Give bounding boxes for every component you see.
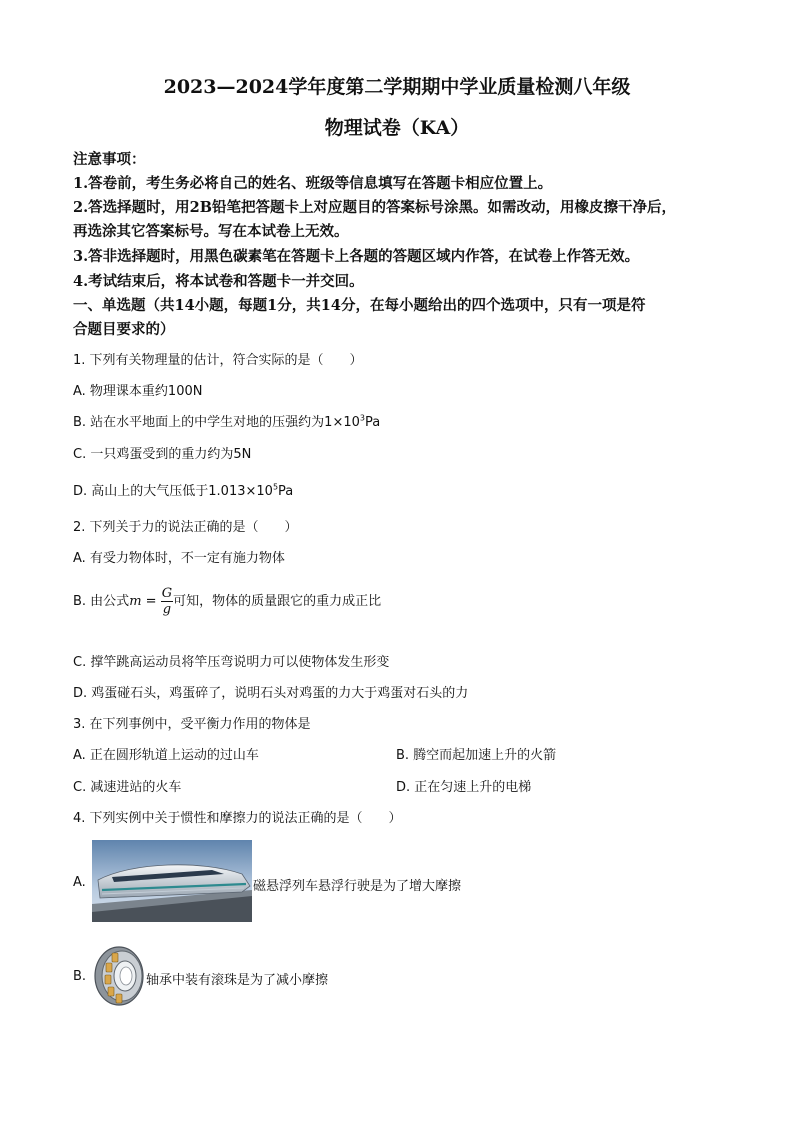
question-4-option-b-label: B.: [73, 969, 87, 984]
note-item: 2.答选择题时，用2B铅笔把答题卡上对应题目的答案标号涂黑。如需改动，用橡皮擦干净后，: [73, 199, 676, 216]
question-4-option-a-label: A.: [73, 875, 86, 890]
question-2-stem: 2. 下列关于力的说法正确的是（ ）: [73, 520, 298, 535]
question-4-stem: 4. 下列实例中关于惯性和摩擦力的说法正确的是（ ）: [73, 811, 402, 826]
question-3-option-c: C. 减速进站的火车: [73, 780, 182, 795]
question-3-stem: 3. 在下列事例中，受平衡力作用的物体是: [73, 717, 311, 732]
question-1-option-d: D. 高山上的大气压低于$1.013\times 10^5Pa$: [73, 482, 294, 499]
page-title: 2023—2024学年度第二学期期中学业质量检测八年级: [163, 76, 631, 98]
question-2-option-a: A. 有受力物体时，不一定有施力物体: [73, 551, 285, 566]
question-3-option-d: D. 正在匀速上升的电梯: [396, 780, 532, 795]
question-2-option-c: C. 撑竿跳高运动员将竿压弯说明力可以使物体发生形变: [73, 655, 390, 670]
formula-fraction: $\frac{G}{g}$: [161, 586, 173, 617]
question-2-option-b: B. 由公式m = $\frac{G}{g}$ 可知，物体的质量跟它的重力成正比: [73, 586, 382, 617]
page-subtitle: 物理试卷（KA）: [324, 117, 470, 139]
question-4-option-a-text: 磁悬浮列车悬浮行驶是为了增大摩擦: [253, 879, 462, 894]
question-1-stem: 1. 下列有关物理量的估计，符合实际的是（ ）: [73, 353, 363, 368]
ball-bearing-image: [92, 945, 146, 1007]
question-2-option-d: D. 鸡蛋碰石头，鸡蛋碎了，说明石头对鸡蛋的力大于鸡蛋对石头的力: [73, 686, 469, 701]
note-item: 4.考试结束后，将本试卷和答题卡一并交回。: [73, 273, 364, 290]
question-4-option-b-text: 轴承中装有滚珠是为了减小摩擦: [146, 973, 329, 988]
note-item: 再选涂其它答案标号。写在本试卷上无效。: [73, 223, 349, 240]
notes-heading: 注意事项：: [73, 151, 146, 168]
maglev-train-image: [92, 840, 252, 922]
note-item: 3.答非选择题时，用黑色碳素笔在答题卡上各题的答题区域内作答，在试卷上作答无效。: [73, 248, 640, 265]
section-heading: 一、单选题（共14小题，每题1分，共14分，在每小题给出的四个选项中，只有一项是符: [73, 297, 646, 314]
question-1-option-b: B. 站在水平地面上的中学生对地的压强约为$1\times 10^3Pa$: [73, 413, 381, 430]
section-heading-cont: 合题目要求的）: [73, 321, 175, 338]
question-1-option-c: C. 一只鸡蛋受到的重力约为5N: [73, 447, 252, 462]
note-item: 1.答卷前，考生务必将自己的姓名、班级等信息填写在答题卡相应位置上。: [73, 175, 553, 192]
question-1-option-a: A. 物理课本重约100N: [73, 384, 203, 399]
question-3-option-a: A. 正在圆形轨道上运动的过山车: [73, 748, 259, 763]
question-3-option-b: B. 腾空而起加速上升的火箭: [396, 748, 557, 763]
